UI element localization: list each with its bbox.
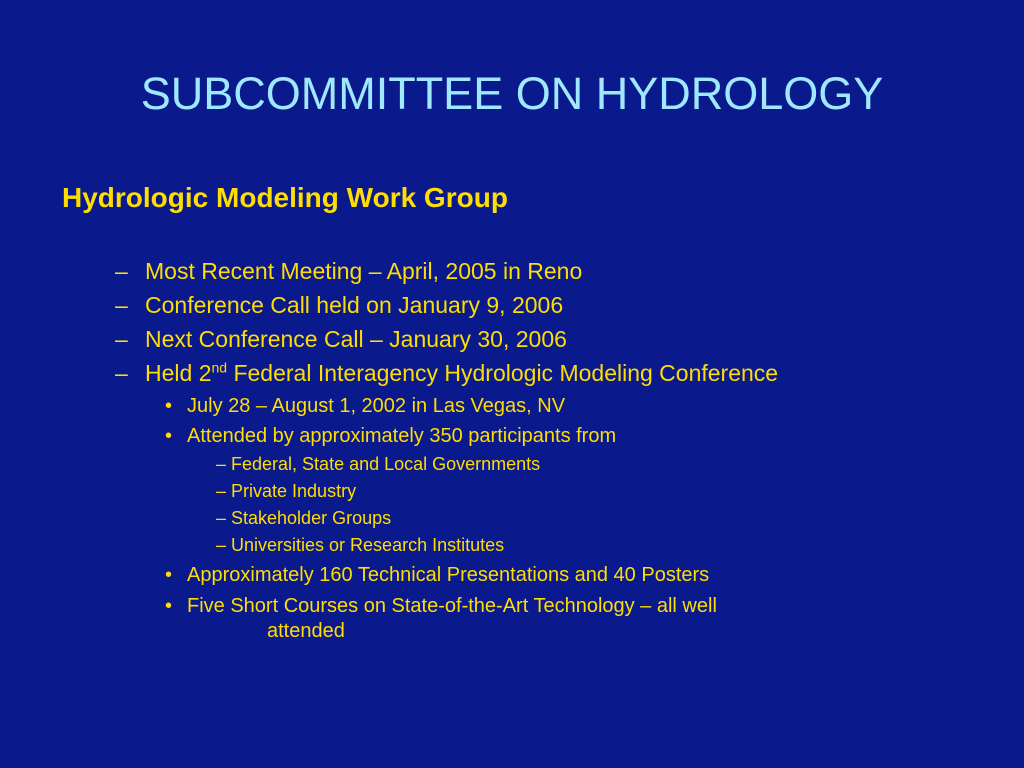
list-item-text: Next Conference Call – January 30, 2006 <box>145 326 567 352</box>
section-heading: Hydrologic Modeling Work Group <box>62 182 508 213</box>
dash-marker: – <box>115 360 128 386</box>
sub-item-text: Approximately 160 Technical Presentations and 40 Posters <box>187 564 710 586</box>
bullet-marker: • <box>165 425 173 447</box>
participant-item: – Private Industry <box>216 481 357 501</box>
sub-item-courses-continuation: attended <box>267 620 345 642</box>
list-item-text: Most Recent Meeting – April, 2005 in Reno <box>145 258 583 284</box>
list-item-next-call <box>115 324 567 354</box>
list-item-conference-call <box>115 290 563 320</box>
sub-item-text: Five Short Courses on State-of-the-Art Technology – all well <box>187 595 717 617</box>
list-item-text: Conference Call held on January 9, 2006 <box>145 292 564 318</box>
participant-item: – Federal, State and Local Governments <box>216 454 541 474</box>
conference-superscript: nd <box>211 359 228 376</box>
slide-title: SUBCOMMITTEE ON HYDROLOGY <box>140 68 884 119</box>
sub-item-courses <box>165 593 717 619</box>
sub-item-dates <box>165 393 565 419</box>
sub-item-attended <box>165 423 616 449</box>
sub-item-text: Attended by approximately 350 participants from <box>187 425 617 447</box>
conference-suffix: Federal Interagency Hydrologic Modeling Conference <box>233 360 779 386</box>
dash-marker: – <box>115 258 128 284</box>
dash-marker: – <box>115 292 128 318</box>
list-item-conference <box>115 358 778 388</box>
list-item-recent-meeting <box>115 256 582 286</box>
conference-prefix: Held 2 <box>145 360 212 386</box>
bullet-marker: • <box>165 395 173 417</box>
participant-item: – Universities or Research Institutes <box>216 535 505 555</box>
bullet-marker: • <box>165 595 173 617</box>
participant-item: – Stakeholder Groups <box>216 508 392 528</box>
sub-item-text: July 28 – August 1, 2002 in Las Vegas, NV <box>187 395 566 417</box>
dash-marker: – <box>115 326 128 352</box>
sub-item-presentations <box>165 562 709 588</box>
bullet-marker: • <box>165 564 173 586</box>
